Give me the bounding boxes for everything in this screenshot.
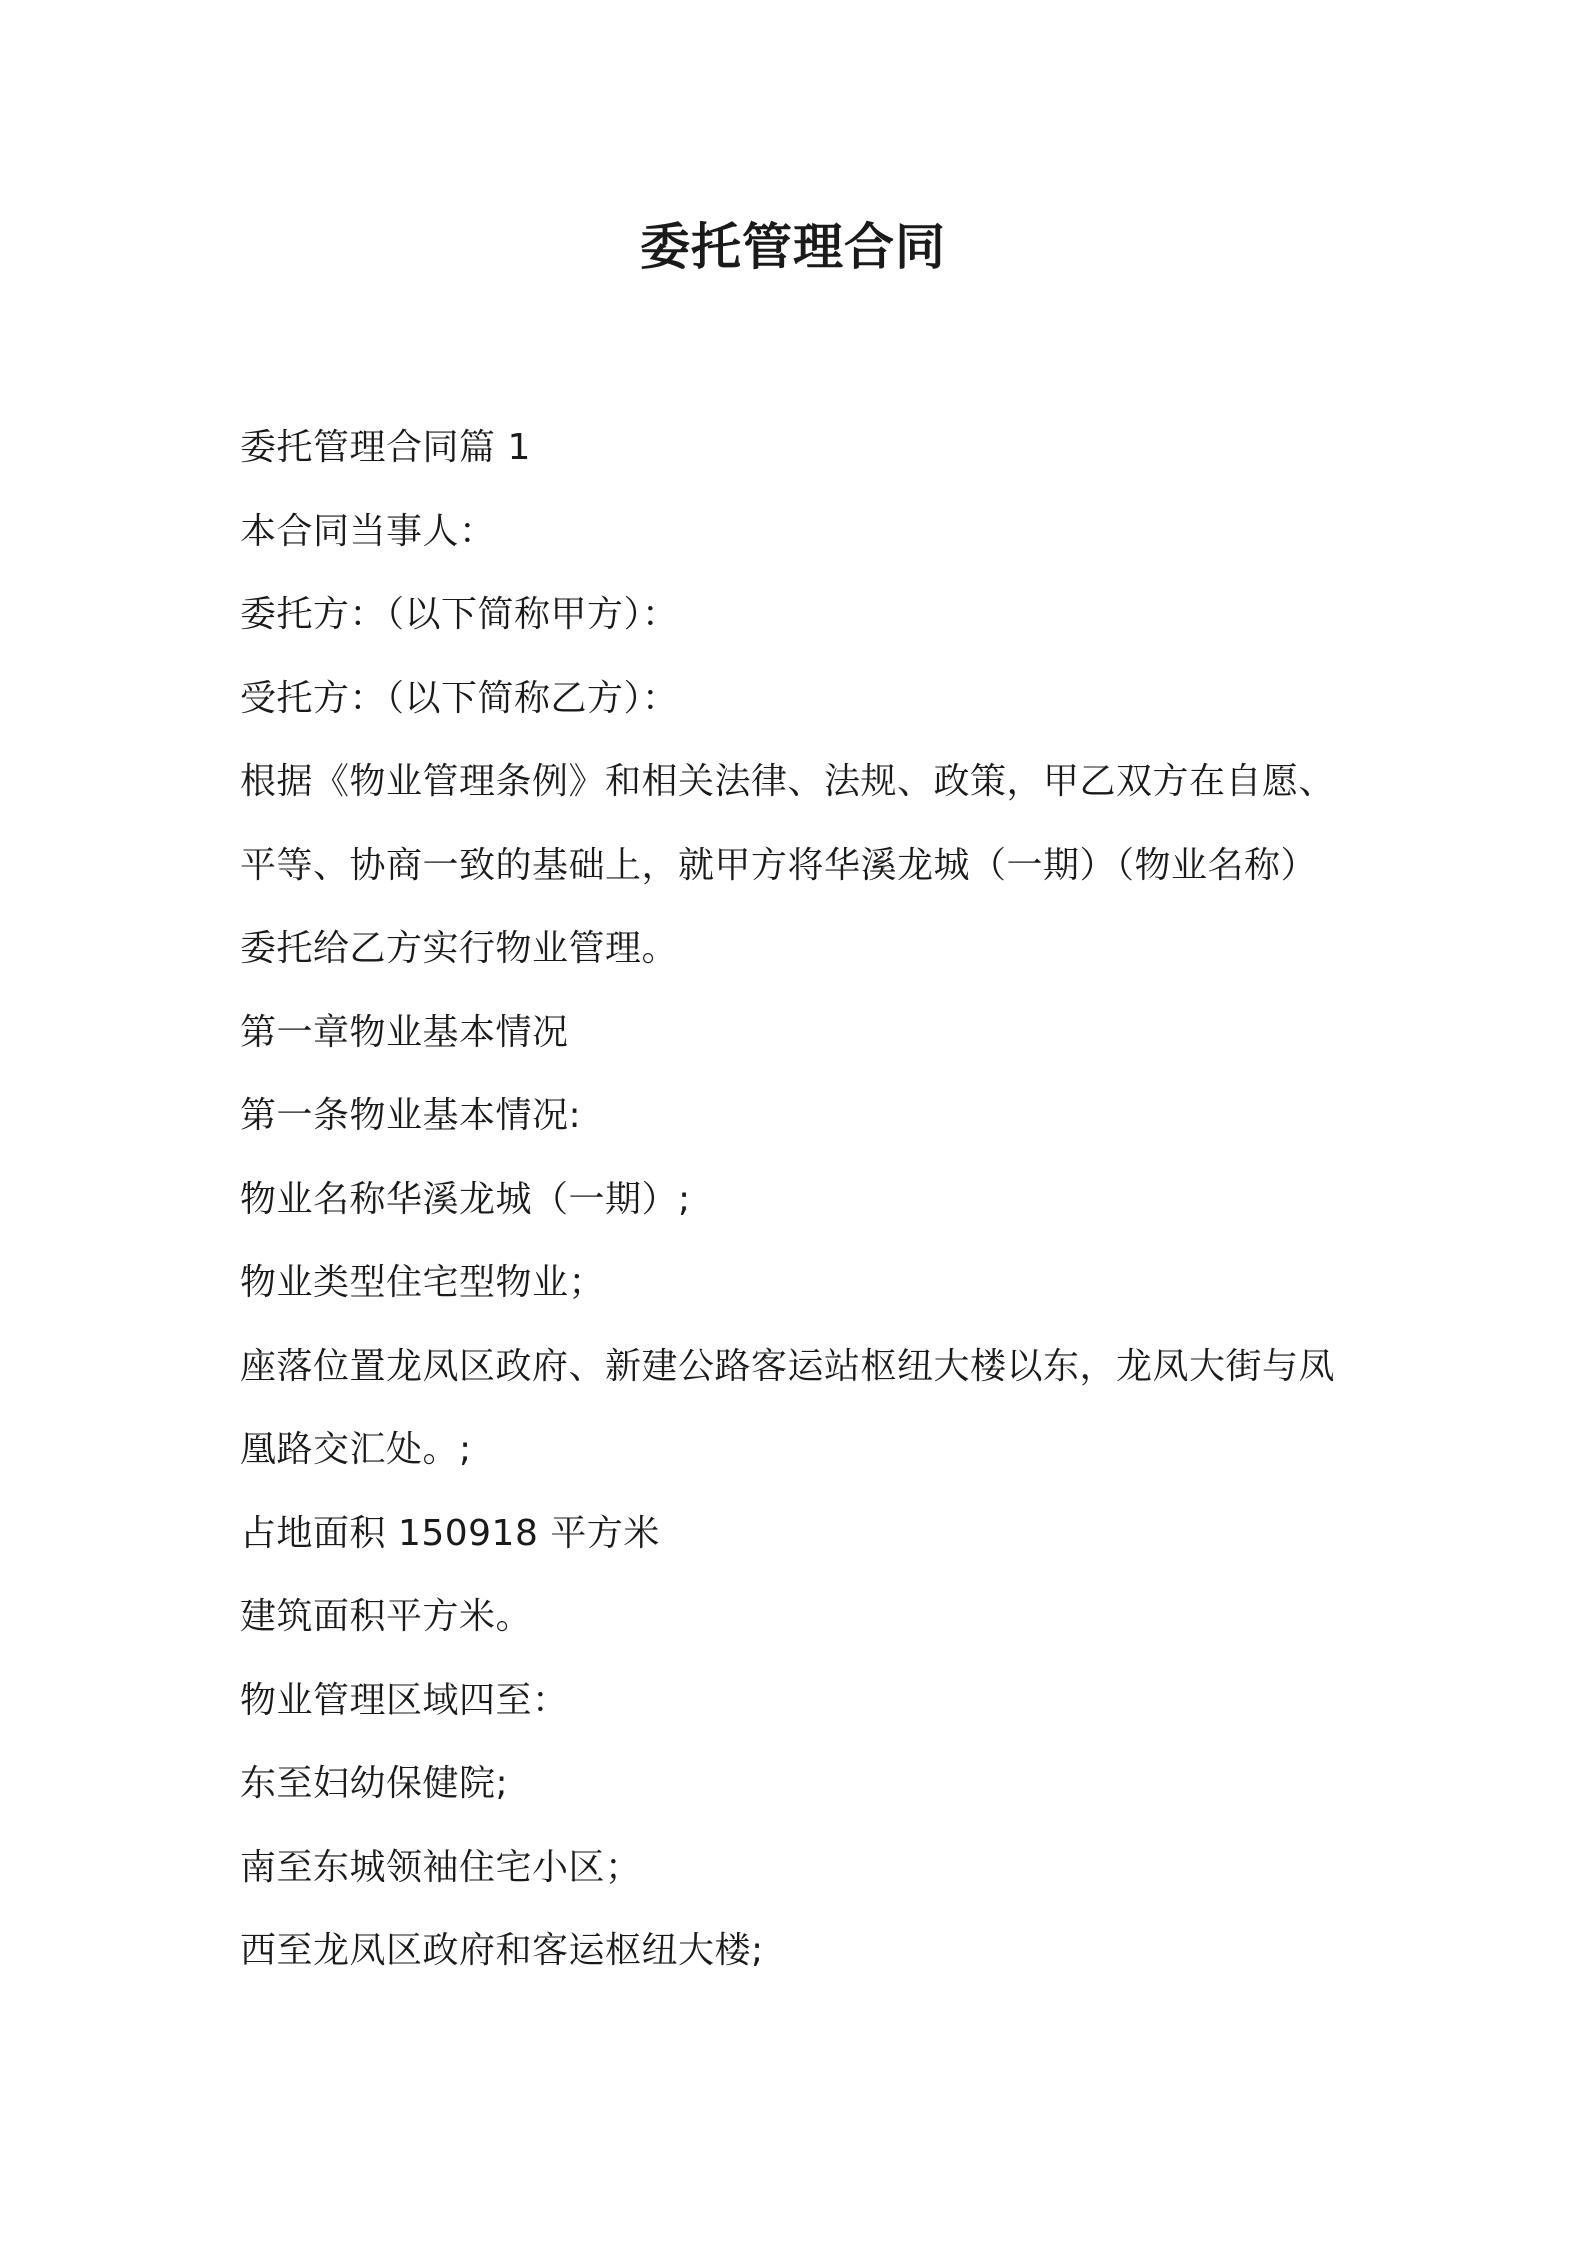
document-body xyxy=(240,406,1370,1993)
text-line: 委托方：（以下简称甲方）： xyxy=(240,594,679,635)
text-line: 物业类型住宅型物业； xyxy=(240,1262,606,1303)
text-line: 本合同当事人： xyxy=(240,510,496,552)
text-line: 东至妇幼保健院; xyxy=(240,1763,509,1804)
article-heading: 第一条物业基本情况: xyxy=(240,1095,582,1136)
text-line: 座落位置龙凤区政府、新建公路客运站枢纽大楼以东，龙凤大街与凤 xyxy=(240,1345,1336,1387)
text-line: 南至东城领袖住宅小区； xyxy=(240,1846,642,1888)
text-line: 凰路交汇处。; xyxy=(240,1429,472,1470)
text-line: 西至龙凤区政府和客运枢纽大楼; xyxy=(240,1930,764,1971)
section-heading: 委托管理合同篇 1 xyxy=(240,427,531,468)
text-line: 物业名称华溪龙城（一期）; xyxy=(240,1178,691,1220)
text-line: 建筑面积平方米。 xyxy=(240,1596,533,1637)
text-line: 委托给乙方实行物业管理。 xyxy=(240,928,679,969)
text-line: 根据《物业管理条例》和相关法律、法规、政策，甲乙双方在自愿、 xyxy=(240,761,1336,802)
text-line: 受托方：（以下简称乙方）： xyxy=(240,677,679,719)
text-line: 占地面积 150918 平方米 xyxy=(240,1512,660,1554)
document-title: 委托管理合同 xyxy=(640,218,946,276)
text-line: 物业管理区域四至： xyxy=(240,1679,569,1721)
chapter-heading: 第一章物业基本情况 xyxy=(240,1011,569,1053)
text-line: 平等、协商一致的基础上，就甲方将华溪龙城（一期）（物业名称） xyxy=(240,844,1318,886)
